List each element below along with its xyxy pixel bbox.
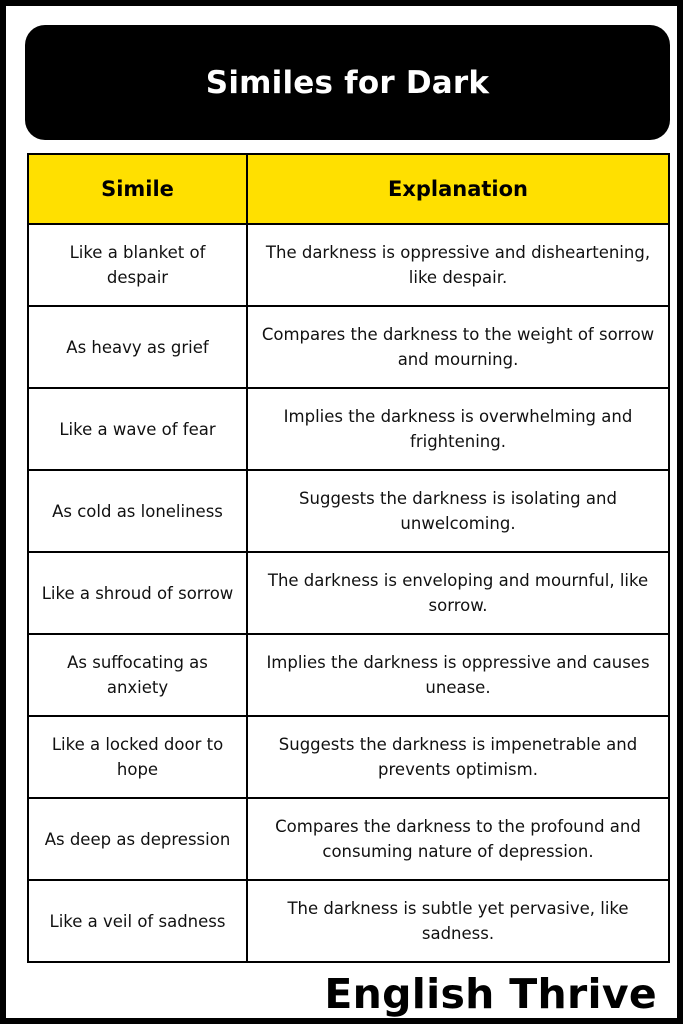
simile-cell: As deep as depression	[28, 798, 247, 880]
table-row	[28, 552, 669, 634]
explanation-cell: The darkness is oppressive and disheartening, like despair.	[247, 224, 669, 306]
simile-cell: As cold as loneliness	[28, 470, 247, 552]
explanation-cell: Suggests the darkness is impenetrable and prevents optimism.	[247, 716, 669, 798]
simile-cell: Like a shroud of sorrow	[28, 552, 247, 634]
column-header-explanation: Explanation	[247, 154, 669, 224]
table-row	[28, 798, 669, 880]
brand-wordmark: English Thrive	[324, 970, 657, 1018]
simile-cell: As suffocating as anxiety	[28, 634, 247, 716]
simile-cell: Like a locked door to hope	[28, 716, 247, 798]
simile-cell: As heavy as grief	[28, 306, 247, 388]
table-row	[28, 470, 669, 552]
table-row	[28, 716, 669, 798]
explanation-cell: Implies the darkness is oppressive and causes unease.	[247, 634, 669, 716]
explanation-cell: The darkness is enveloping and mournful, like sorrow.	[247, 552, 669, 634]
title-bar	[25, 25, 670, 140]
explanation-cell: The darkness is subtle yet pervasive, like sadness.	[247, 880, 669, 962]
explanation-cell: Implies the darkness is overwhelming and frightening.	[247, 388, 669, 470]
explanation-cell: Compares the darkness to the weight of sorrow and mourning.	[247, 306, 669, 388]
simile-cell: Like a veil of sadness	[28, 880, 247, 962]
table-row	[28, 634, 669, 716]
column-header-simile: Simile	[28, 154, 247, 224]
table-row	[28, 880, 669, 962]
explanation-cell: Compares the darkness to the profound and consuming nature of depression.	[247, 798, 669, 880]
table-header-row	[28, 154, 669, 224]
table-row	[28, 306, 669, 388]
page-title: Similes for Dark	[205, 64, 490, 101]
simile-cell: Like a blanket of despair	[28, 224, 247, 306]
table-row	[28, 224, 669, 306]
explanation-cell: Suggests the darkness is isolating and unwelcoming.	[247, 470, 669, 552]
simile-cell: Like a wave of fear	[28, 388, 247, 470]
similes-table	[27, 153, 670, 963]
table-row	[28, 388, 669, 470]
